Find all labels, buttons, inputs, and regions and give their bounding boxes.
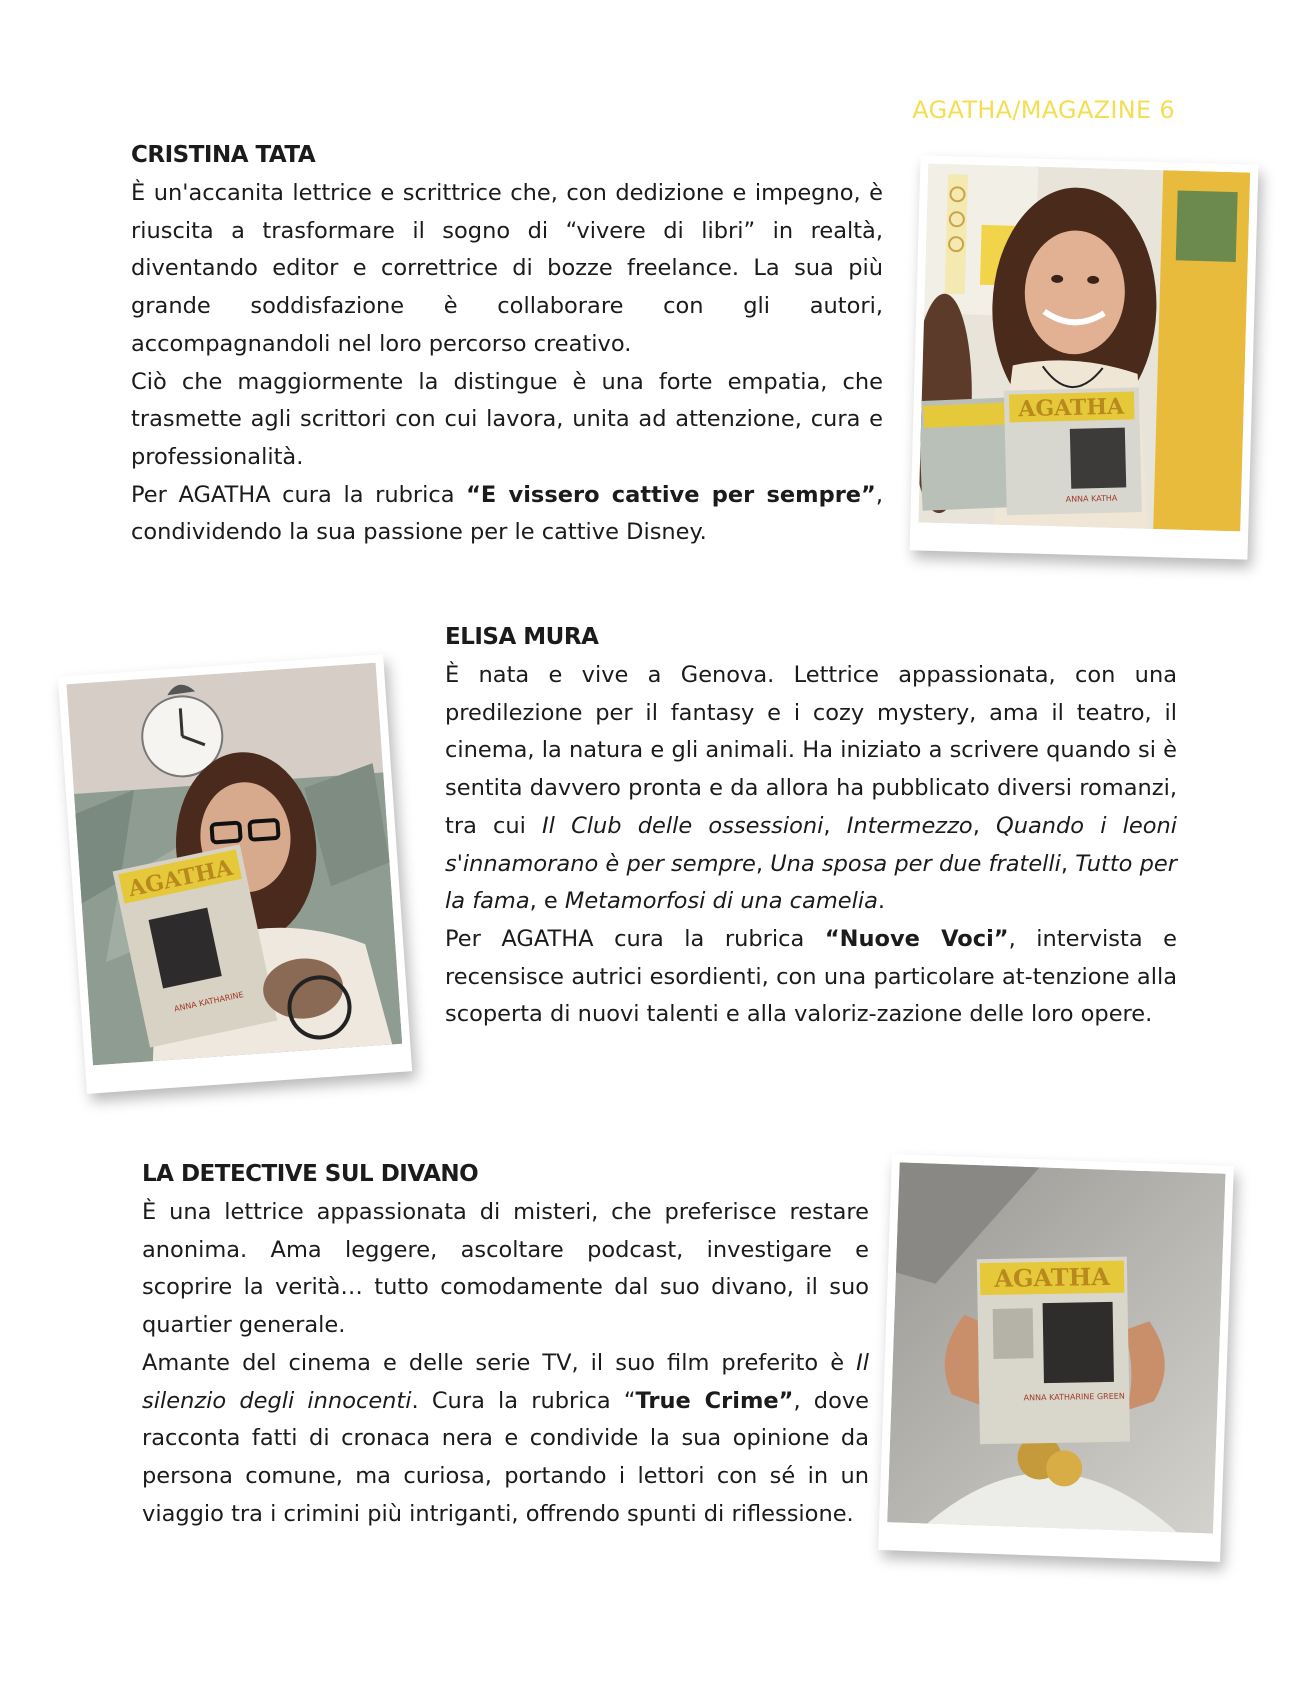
work-title: Intermezzo — [846, 812, 973, 839]
bio-paragraph — [131, 477, 883, 552]
profile-bio — [445, 657, 1177, 1034]
profile-bio — [142, 1194, 869, 1533]
text-run: Ciò che maggiormente la distingue è una forte empatia, che trasmette agli scrittori con cui lavora, unita ad attenzione, cura e professionalità. — [131, 368, 883, 470]
text-run: È un'accanita lettrice e scrittrice che, con dedizione e impegno, è riuscita a trasformare il sogno di “vivere di libri” in realtà, diventando editor e correttrice di bozze freelance. La sua più grande soddisfazione è collaborare con gli autori, accompagnandoli nel loro percorso creativo. — [131, 180, 883, 357]
column-title: “E vissero cattive per sempre” — [466, 481, 876, 508]
bio-paragraph — [142, 1345, 869, 1534]
profile-name: LA DETECTIVE SUL DIVANO — [142, 1161, 479, 1187]
text-run: , — [823, 812, 847, 839]
text-run: Per AGATHA cura la rubrica — [445, 925, 825, 952]
text-run: . Cura la rubrica “ — [411, 1387, 636, 1414]
column-title: “Nuove Voci” — [824, 925, 1009, 952]
magazine-cover-title: AGATHA — [126, 854, 236, 903]
photo-detective-sul-divano — [878, 1154, 1234, 1562]
text-run: Per AGATHA cura la rubrica — [131, 481, 467, 508]
profile-name: ELISA MURA — [445, 624, 599, 650]
magazine-cover-author: ANNA KATHARINE — [173, 990, 245, 1014]
work-title: Quando i leoni s'innamorano è per sempre — [445, 812, 1177, 877]
column-title: True Crime” — [635, 1387, 794, 1414]
text-run: . — [877, 888, 886, 915]
bio-paragraph — [445, 921, 1177, 1034]
profile-elisa-mura — [445, 622, 1177, 1034]
profile-name: CRISTINA TATA — [131, 142, 316, 168]
work-title: Il Club delle ossessioni — [542, 812, 824, 839]
profile-cristina-tata — [131, 140, 883, 552]
magazine-cover-author: ANNA KATHARINE GREEN — [1023, 1391, 1125, 1403]
text-run: , intervista e recensisce autrici esordienti, con una particolare at-tenzione alla scoperta di nuovi talenti e alla valoriz-zazione delle loro opere. — [445, 925, 1177, 1028]
bio-paragraph — [142, 1194, 869, 1345]
photo-image — [887, 1162, 1225, 1533]
work-title: Una sposa per due fratelli — [770, 850, 1061, 877]
work-title: Il silenzio degli innocenti — [142, 1349, 869, 1414]
text-run: Amante del cinema e delle serie TV, il suo film preferito è — [142, 1349, 857, 1376]
photo-image — [918, 164, 1250, 532]
text-run: È nata e vive a Genova. Lettrice appassionata, con una predilezione per il fantasy e i cozy mystery, ama il teatro, il cinema, la natura e gli animali. Ha iniziato a scrivere quando si è sentita davvero pronta e da allora ha pubblicato diversi romanzi, tra cui — [445, 662, 1177, 839]
profile-bio — [131, 175, 883, 552]
bio-paragraph — [445, 657, 1177, 921]
text-run: , — [1060, 850, 1076, 877]
text-run: , — [972, 812, 996, 839]
text-run: , condividendo la sua passione per le cattive Disney. — [131, 481, 883, 546]
text-run: , — [755, 850, 771, 877]
work-title: Metamorfosi di una camelia — [564, 888, 878, 915]
magazine-cover-title: AGATHA — [994, 1261, 1111, 1293]
photo-cristina-tata — [910, 155, 1259, 559]
bio-paragraph — [131, 364, 883, 477]
magazine-cover-title: AGATHA — [1018, 393, 1125, 423]
photo-elisa-mura — [58, 654, 412, 1094]
text-run: , e — [529, 888, 565, 915]
photo-image — [66, 663, 402, 1066]
magazine-cover-author: ANNA KATHA — [1065, 493, 1118, 504]
text-run: , dove racconta fatti di cronaca nera e condivide la sua opinione da persona comune, ma curiosa, portando i lettori con sé in un viaggio tra i crimini più intriganti, offrendo spunti di riflessione. — [142, 1387, 869, 1527]
profile-detective-sul-divano — [142, 1159, 869, 1533]
bio-paragraph — [131, 175, 883, 364]
magazine-header: AGATHA/MAGAZINE 6 — [912, 96, 1175, 124]
work-title: Tutto per la fama — [445, 850, 1177, 915]
text-run: È una lettrice appassionata di misteri, che preferisce restare anonima. Ama leggere, ascoltare podcast, investigare e scoprire la verità… tutto comodamente dal suo divano, il suo quartier generale. — [142, 1199, 869, 1339]
